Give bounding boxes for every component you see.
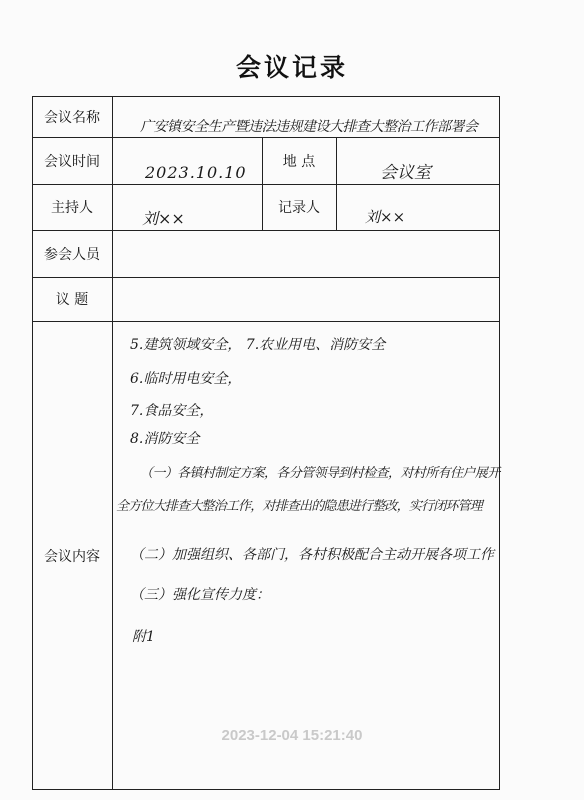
content-line: 全方位大排查大整治工作，对排查出的隐患进行整改，实行闭环管理: [116, 499, 483, 514]
content-label: 会议内容: [44, 548, 100, 565]
content-line: 8.消防安全: [130, 431, 200, 447]
content-line: 5.建筑领域安全， 7.农业用电、消防安全: [130, 337, 386, 353]
meeting-name-label: 会议名称: [44, 109, 100, 126]
agenda-label: 议 题: [55, 292, 89, 308]
attendees-label: 参会人员: [44, 246, 100, 263]
meeting-name-value: 广安镇安全生产暨违法违规建设大排查大整治工作部署会: [140, 119, 478, 135]
host-value: 刘××: [142, 209, 185, 228]
location-value: 会议室: [380, 163, 431, 183]
meeting-time-label: 会议时间: [44, 153, 100, 170]
meeting-time-value: 2023.10.10: [145, 163, 247, 182]
content-line: 7.食品安全，: [130, 403, 214, 419]
content-line: （一）各镇村制定方案，各分管领导到村检查，对村所有住户展开: [140, 466, 500, 481]
content-line: （二）加强组织、各部门，各村积极配合主动开展各项工作: [130, 547, 494, 563]
recorder-value: 刘××: [365, 208, 406, 226]
location-label: 地 点: [282, 153, 316, 170]
content-line: （三）强化宣传力度：: [130, 587, 270, 603]
column-divider: [112, 96, 113, 790]
column-divider: [336, 137, 337, 230]
photo-timestamp: 2023-12-04 15:21:40: [221, 727, 363, 744]
content-line: 附1: [132, 629, 155, 645]
document-title: 会议记录: [235, 53, 348, 82]
recorder-label: 记录人: [278, 200, 320, 216]
content-line: 6.临时用电安全，: [130, 371, 242, 387]
host-label: 主持人: [51, 200, 93, 216]
